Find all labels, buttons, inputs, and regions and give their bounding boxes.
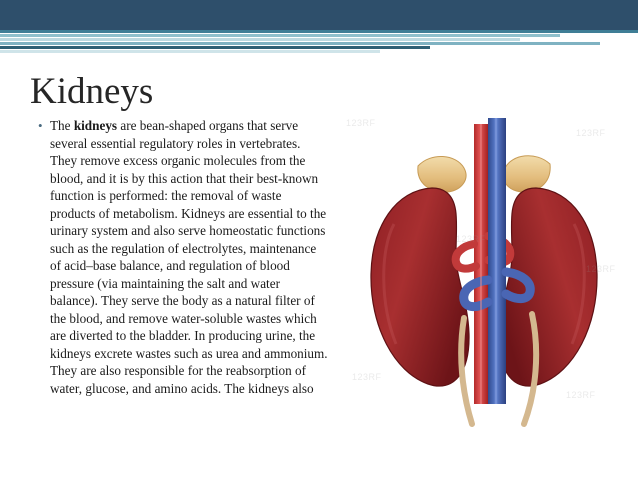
band-stripe-5 [0, 46, 430, 49]
band-stripe-6 [0, 50, 380, 53]
band-stripe-1 [0, 30, 638, 33]
watermark-text: 123RF [346, 118, 376, 128]
page-title: Kidneys [30, 71, 154, 112]
watermark-text: 123RF [586, 264, 616, 274]
renal-artery-left [456, 244, 476, 269]
adrenal-gland-right [503, 156, 550, 193]
bullet-paragraph: The kidneys are bean-shaped organs that serve several essential regulatory roles in vertebrates. They remove excess organic molecules from the blood, and it is by this action that their best-known function is performed: the removal of waste products of metabolism. Kidneys are essential to the urinary system and also serve homeostatic functions such as the regulation of electrolytes, maintenance of acid–base balance, and regulation of blood pressure (via maintaining the salt and water balance). They serve the body as a natural filter of the blood, and remove water-soluble wastes which are diverted to the bladder. In producing urine, the kidneys excrete wastes such as urea and ammonium. They are also responsible for the reabsorption of water, glucose, and amino acids. The kidneys also [50, 118, 328, 396]
watermark-text: 123RF [566, 390, 596, 400]
kidney-anatomy-illustration [336, 104, 634, 444]
watermark-text: 123RF [456, 234, 486, 244]
watermark-text: 123RF [576, 128, 606, 138]
band-stripe-2 [0, 34, 560, 37]
band-stripe-3 [0, 38, 520, 41]
bullet-item [38, 117, 328, 397]
adrenal-gland-left [418, 156, 466, 192]
left-kidney [371, 188, 469, 386]
top-decorative-band [0, 0, 638, 30]
bold-term: kidneys [73, 118, 118, 133]
right-kidney [499, 188, 597, 386]
band-stripe-4 [0, 42, 600, 45]
bullet-marker: • [38, 118, 43, 133]
body-content [38, 117, 328, 397]
watermark-text: 123RF [352, 372, 382, 382]
